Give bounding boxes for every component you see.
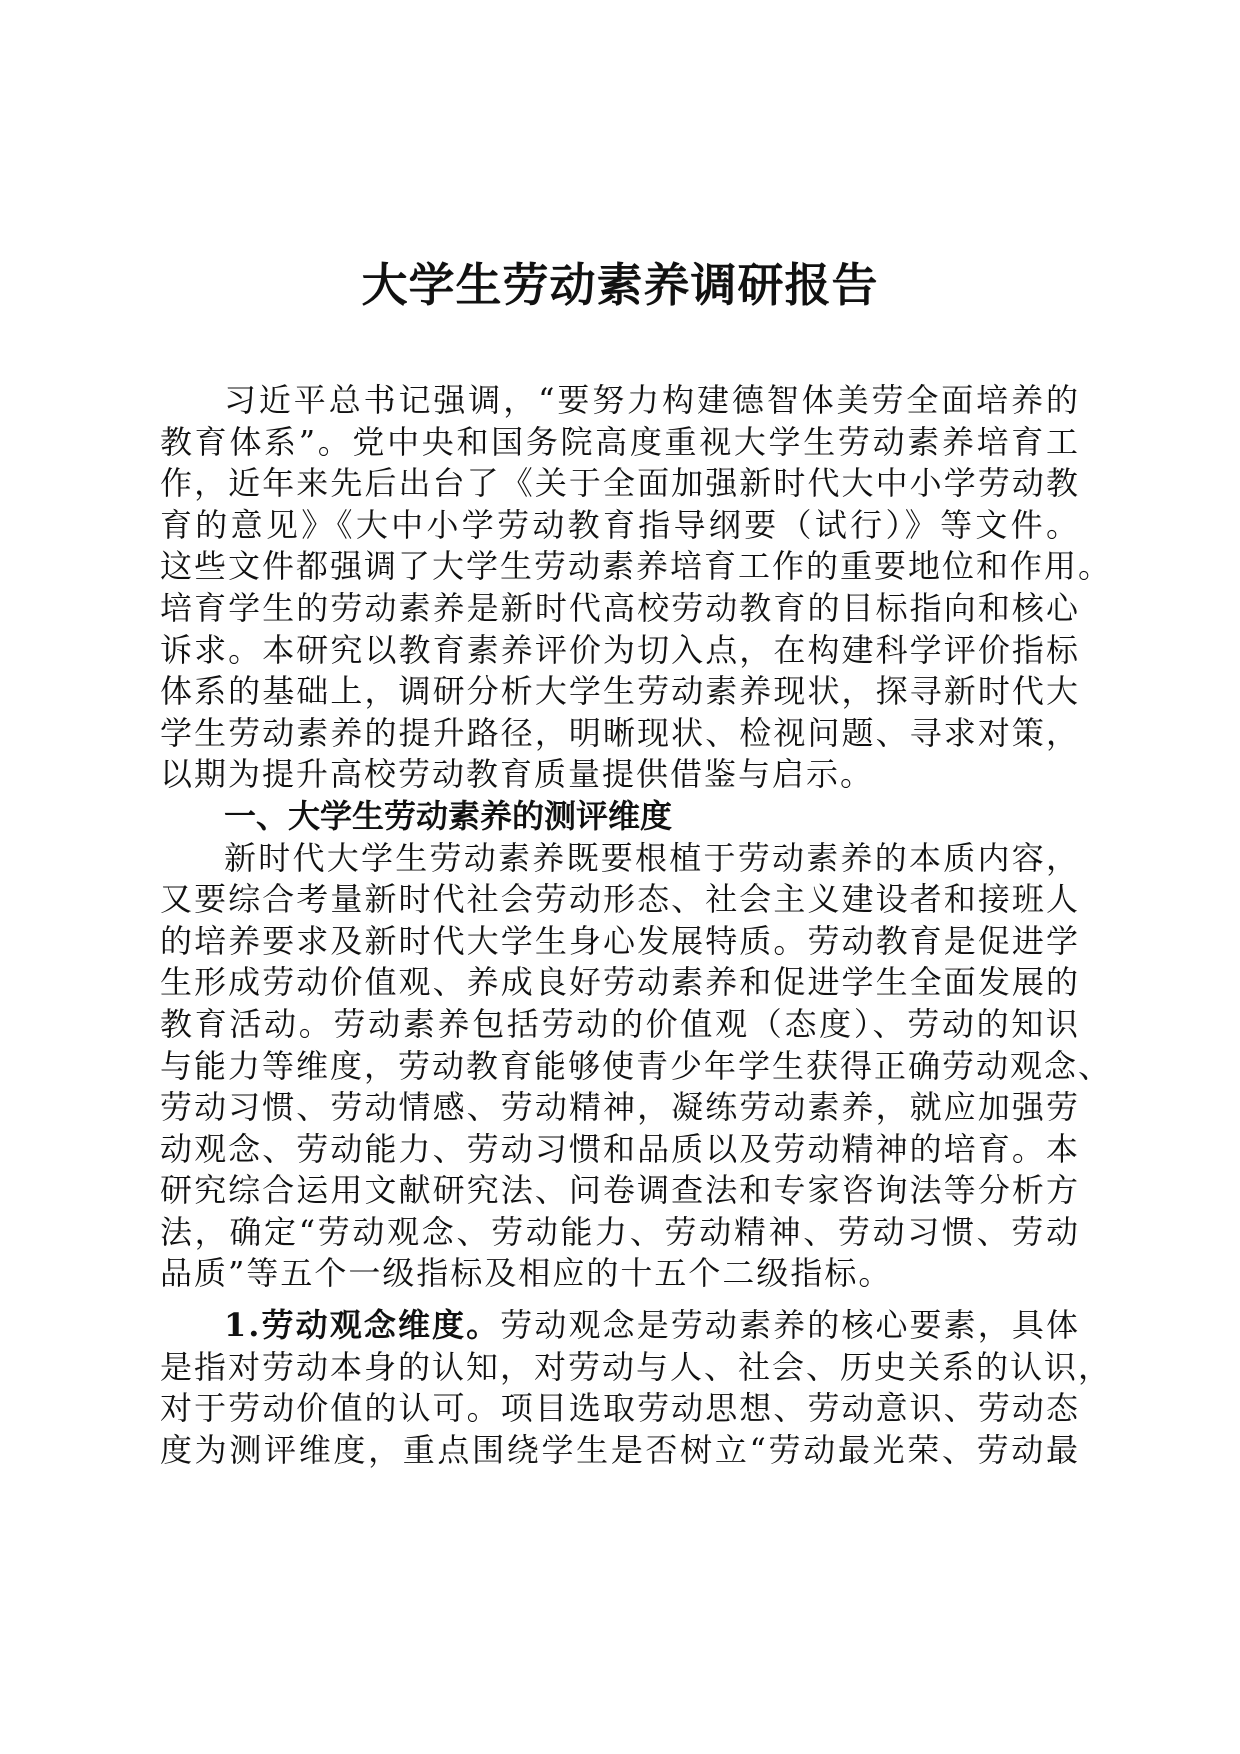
subsection-lead: 1.劳动观念维度。 xyxy=(224,1306,501,1345)
paragraph-line: 度为测评维度，重点围绕学生是否树立“劳动最光荣、劳动最 xyxy=(160,1430,1080,1469)
paragraph-line: 教育体系”。党中央和国务院高度重视大学生劳动素养培育工 xyxy=(160,422,1080,461)
paragraph-line: 以期为提升高校劳动教育质量提供借鉴与启示。 xyxy=(160,755,875,794)
paragraph-line: 对于劳动价值的认可。项目选取劳动思想、劳动意识、劳动态 xyxy=(160,1389,1080,1428)
paragraph-dimensions xyxy=(160,838,1113,1296)
paragraph-line: 动观念、劳动能力、劳动习惯和品质以及劳动精神的培育。本 xyxy=(160,1129,1080,1168)
paragraph-line: 这些文件都强调了大学生劳动素养培育工作的重要地位和作用。 xyxy=(160,547,1113,586)
paragraph-labor-concept xyxy=(160,1305,1113,1471)
paragraph-line: 习近平总书记强调，“要努力构建德智体美劳全面培养的 xyxy=(224,381,1080,419)
paragraph-line: 法，确定“劳动观念、劳动能力、劳动精神、劳动习惯、劳动 xyxy=(160,1212,1080,1251)
paragraph-line: 教育活动。劳动素养包括劳动的价值观（态度）、劳动的知识 xyxy=(160,1004,1080,1043)
subsection-text: 劳动观念是劳动素养的核心要素，具体 xyxy=(500,1306,1080,1345)
paragraph-line: 是指对劳动本身的认知，对劳动与人、社会、历史关系的认识， xyxy=(160,1347,1113,1386)
paragraph-line: 劳动习惯、劳动情感、劳动精神，凝练劳动素养，就应加强劳 xyxy=(160,1088,1080,1127)
paragraph-intro xyxy=(160,380,1113,796)
paragraph-line: 生形成劳动价值观、养成良好劳动素养和促进学生全面发展的 xyxy=(160,963,1080,1002)
paragraph-line: 培育学生的劳动素养是新时代高校劳动教育的目标指向和核心 xyxy=(160,588,1080,627)
paragraph-line: 体系的基础上，调研分析大学生劳动素养现状，探寻新时代大 xyxy=(160,672,1080,711)
paragraph-line: 与能力等维度，劳动教育能够使青少年学生获得正确劳动观念、 xyxy=(160,1046,1113,1085)
document-body xyxy=(160,380,1113,1471)
paragraph-line: 学生劳动素养的提升路径，明晰现状、检视问题、寻求对策， xyxy=(160,713,1080,752)
paragraph-line: 新时代大学生劳动素养既要根植于劳动素养的本质内容， xyxy=(224,838,1080,877)
paragraph-line: 的培养要求及新时代大学生身心发展特质。劳动教育是促进学 xyxy=(160,921,1080,960)
paragraph-line: 育的意见》《大中小学劳动教育指导纲要（试行）》等文件。 xyxy=(160,505,1080,544)
paragraph-gap xyxy=(160,1295,1080,1305)
document-title: 大学生劳动素养调研报告 xyxy=(361,258,879,312)
section-heading: 一、大学生劳动素养的测评维度 xyxy=(224,796,673,835)
paragraph-line xyxy=(160,1305,1080,1347)
paragraph-line: 研究综合运用文献研究法、问卷调查法和专家咨询法等分析方 xyxy=(160,1171,1080,1210)
paragraph-line: 诉求。本研究以教育素养评价为切入点，在构建科学评价指标 xyxy=(160,630,1080,669)
paragraph-line: 作，近年来先后出台了《关于全面加强新时代大中小学劳动教 xyxy=(160,464,1080,503)
paragraph-line: 又要综合考量新时代社会劳动形态、社会主义建设者和接班人 xyxy=(160,880,1080,919)
paragraph-line: 品质”等五个一级指标及相应的十五个二级指标。 xyxy=(160,1254,893,1293)
